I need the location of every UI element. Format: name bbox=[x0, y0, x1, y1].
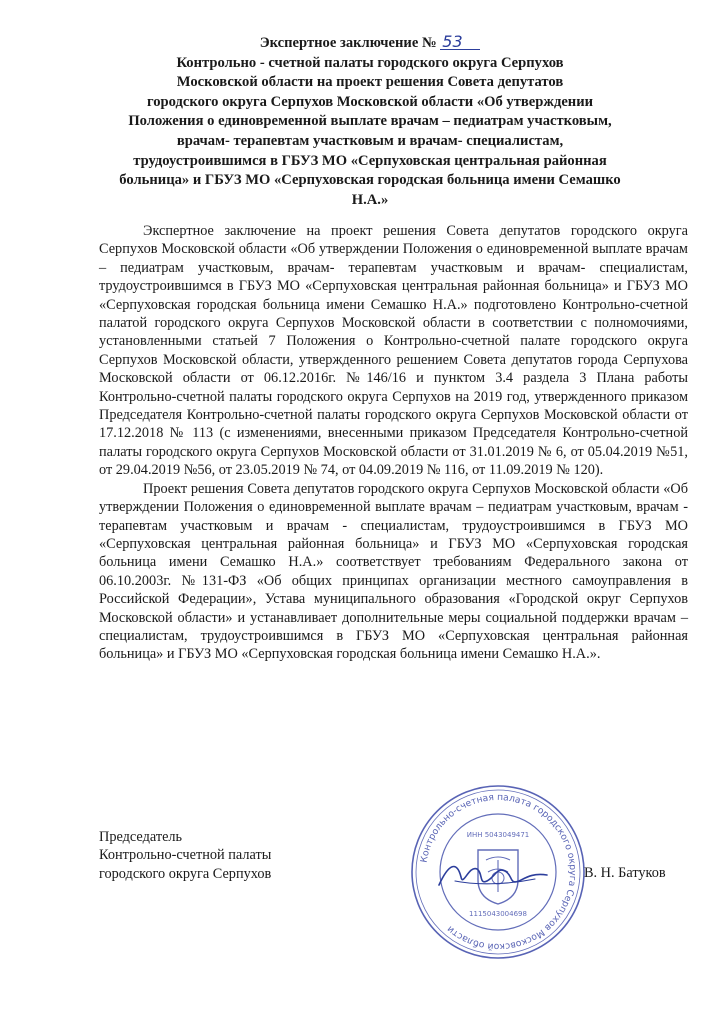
heading-line: трудоустроившимся в ГБУЗ МО «Серпуховская центральная районная bbox=[133, 152, 607, 169]
heading-title-line bbox=[100, 34, 640, 54]
heading-line: Н.А.» bbox=[351, 191, 389, 208]
stamp-ring-text: Контрольно-счетная палата городского округа Серпухов Московской области bbox=[418, 791, 579, 953]
heading-line: Положения о единовременной выплате врачам – педиатрам участковым, bbox=[128, 113, 612, 130]
handwritten-number: 53 bbox=[440, 35, 480, 50]
body-paragraph-2: Проект решения Совета депутатов городского округа Серпухов Московской области «Об утверждении Положения о единовременной выплате врачам – педиатрам участковым, врачам - терапевтам участковым и врачам - специалистам, трудоустроившимся в ГБУЗ МО «Серпуховская центральная районная больница» и ГБУЗ МО «Серпуховская городская больница имени Семашко Н.А.» соответствует требованиям Федерального закона от 06.10.2003г. №131-ФЗ «Об общих принципах организации местного самоуправления в Российской Федерации», Устава муниципального образования «Городской округ Серпухов Московской области» и устанавливает дополнительные меры социальной поддержки врачам – специалистам, трудоустроившимся в ГБУЗ МО «Серпуховская центральная районная больница» и ГБУЗ МО «Серпуховская городская больница имени Семашко Н.А.». bbox=[99, 480, 688, 663]
signatory-name: В. Н. Батуков bbox=[584, 865, 666, 881]
stamp-inn: ИНН 5043049471 bbox=[466, 831, 530, 839]
handwritten-signature bbox=[435, 855, 555, 895]
document-heading bbox=[100, 34, 640, 210]
stamp-ogrn: 1115043004698 bbox=[469, 910, 527, 918]
signatory-position bbox=[99, 828, 271, 883]
heading-line: больница» и ГБУЗ МО «Серпуховская городская больница имени Семашко bbox=[119, 172, 621, 189]
body-paragraph-1: Экспертное заключение на проект решения Совета депутатов городского округа Серпухов Московской области «Об утверждении Положения о единовременной выплате врачам – педиатрам участковым, врачам- терапевтам участковым и врачам- специалистам, трудоустроившимся в ГБУЗ МО «Серпуховская центральная районная больница» и ГБУЗ МО «Серпуховская городская больница имени Семашко Н.А.» подготовлено Контрольно-счетной палатой городского округа Серпухов Московской области в соответствии с полномочиями, установленными статьей 7 Положения о Контрольно-счетной палате городского округа Серпухов Московской области, утвержденного решением Совета депутатов города Серпухова Московской области от 06.12.2016г. №146/16 и пунктом 3.4 раздела 3 Плана работы Контрольно-счетной палаты городского округа Серпухов на 2019 год, утвержденного приказом Председателя Контрольно-счетной палаты городского округа Серпухов Московской области от 17.12.2018 № 113 (с изменениями, внесенными приказом Председателя Контрольно-счетной палаты городского округа Серпухов Московской области от 31.01.2019 № 6, от 05.04.2019 №51, от 29.04.2019 №56, от 23.05.2019 № 74, от 04.09.2019 № 116, от 11.09.2019 № 120). bbox=[99, 223, 688, 479]
heading-title: Экспертное заключение № bbox=[259, 35, 437, 51]
heading-line: Московской области на проект решения Совета депутатов bbox=[176, 74, 564, 91]
position-line: Председатель bbox=[99, 829, 183, 845]
signature-icon bbox=[435, 855, 555, 895]
heading-line: городского округа Серпухов Московской области «Об утверждении bbox=[146, 93, 594, 110]
position-line: городского округа Серпухов bbox=[99, 865, 272, 882]
position-line: Контрольно-счетной палаты bbox=[99, 847, 272, 864]
heading-line: Контрольно - счетной палаты городского округа Серпухов bbox=[176, 54, 564, 71]
heading-line: врачам- терапевтам участковым и врачам- специалистам, bbox=[176, 132, 564, 149]
document-body bbox=[99, 222, 688, 664]
